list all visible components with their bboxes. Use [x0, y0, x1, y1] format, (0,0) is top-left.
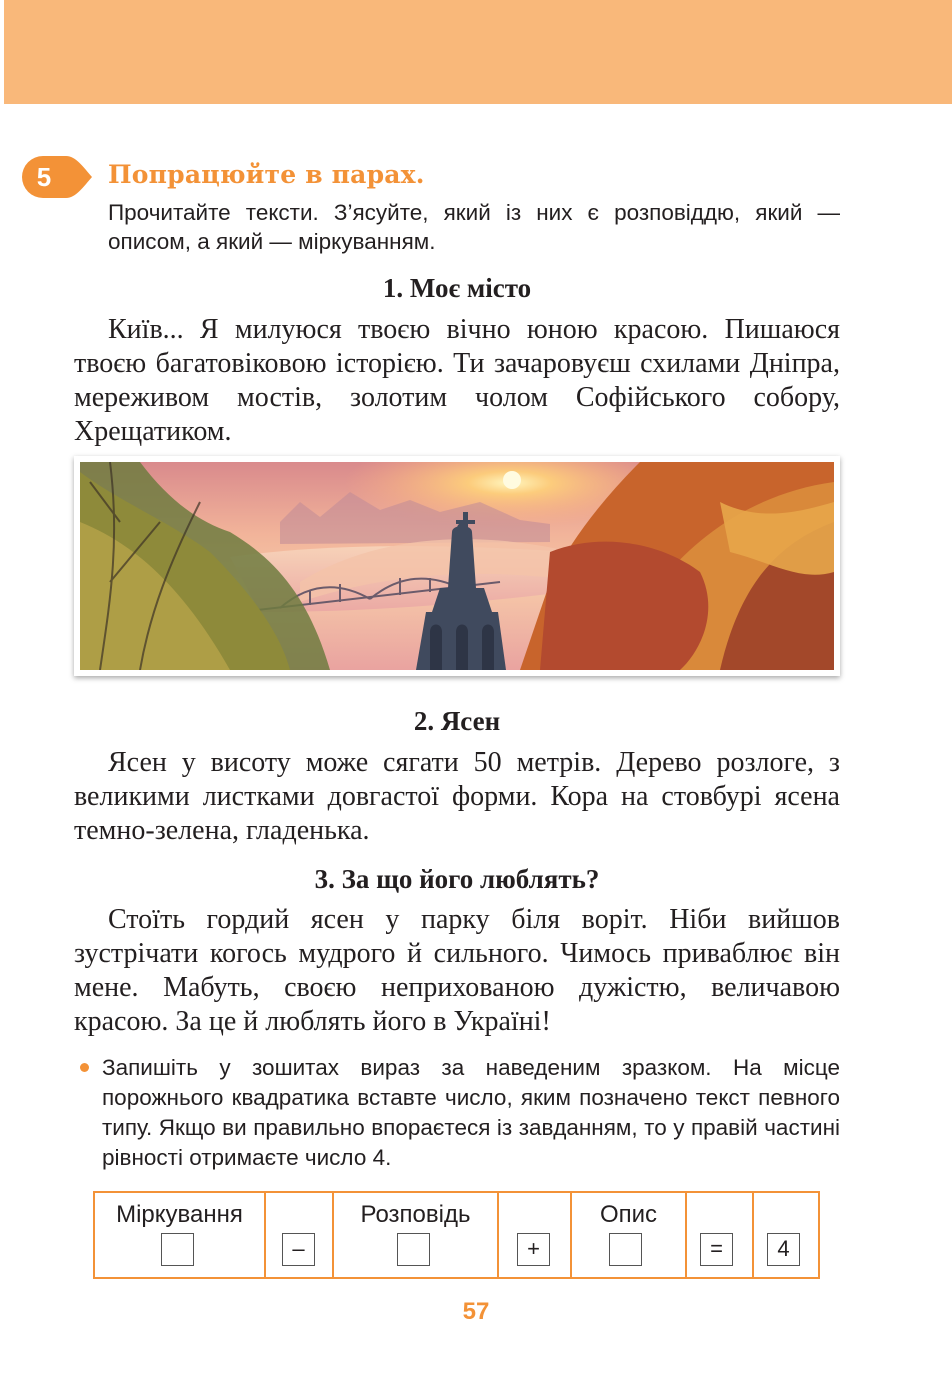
- formula-operator-1-box: –: [282, 1233, 315, 1266]
- formula-term-2-box[interactable]: [397, 1233, 430, 1266]
- task-title: Попрацюйте в парах.: [108, 160, 425, 189]
- formula-term-3: [572, 1193, 687, 1277]
- formula-operator-3-box: =: [700, 1233, 733, 1266]
- bullet-icon: [80, 1063, 89, 1072]
- text-1-heading: 1. Моє місто: [382, 273, 532, 303]
- text-3-body: Стоїть гордий ясен у парку біля воріт. Ніби вийшов зустрічати когось мудрого й сильного. Чимось приваблює він мене. Мабуть, своєю неприхованою дужістю, величавою красою. За це й люблять його в Україні!: [74, 904, 840, 1037]
- formula-operator-3: [687, 1193, 754, 1277]
- formula-term-1: [95, 1193, 266, 1277]
- text-2-body: Ясен у висоту може сягати 50 метрів. Дерево розлоге, з великими листками довгастої форми. Кора на стовбурі ясена темно-зелена, гладенька.: [74, 747, 840, 846]
- formula-term-3-box[interactable]: [609, 1233, 642, 1266]
- task-number-badge: [22, 156, 92, 198]
- formula-term-2-label: Розповідь: [360, 1201, 471, 1228]
- kyiv-photo: [74, 456, 840, 676]
- formula-operator-2: [499, 1193, 572, 1277]
- text-3-heading: 3. За що його люблять?: [314, 864, 600, 894]
- formula-result: [754, 1193, 818, 1277]
- formula-term-3-label: Опис: [599, 1201, 658, 1228]
- formula-operator-1: [266, 1193, 334, 1277]
- task-instruction: Прочитайте тексти. З’ясуйте, який із них є розповіддю, який — описом, а який — міркуванням.: [108, 200, 840, 254]
- bullet-instruction: Запишіть у зошитах вираз за наведеним зразком. На місце порожнього квадратика вставте число, яким позначено текст певного типу. Якщо ви правильно впораєтеся із завданням, то у правій частині рівності отримаєте число 4.: [102, 1055, 840, 1170]
- text-1-body: Київ... Я милуюся твоєю вічно юною красою. Пишаюся твоєю багатовіковою історією. Ти зачаровуєш схилами Дніпра, мереживом мостів, золотим чолом Софійського собору, Хрещатиком.: [74, 314, 840, 447]
- page-number: 57: [462, 1298, 490, 1325]
- formula-term-2: [334, 1193, 499, 1277]
- task-number: 5: [36, 162, 52, 192]
- text-2-heading: 2. Ясен: [413, 706, 501, 736]
- formula-term-1-label: Міркування: [116, 1201, 243, 1228]
- formula-result-box: 4: [767, 1233, 800, 1266]
- formula-table: [93, 1191, 820, 1279]
- formula-term-1-box[interactable]: [161, 1233, 194, 1266]
- formula-operator-2-box: +: [517, 1233, 550, 1266]
- top-color-band: [4, 0, 952, 104]
